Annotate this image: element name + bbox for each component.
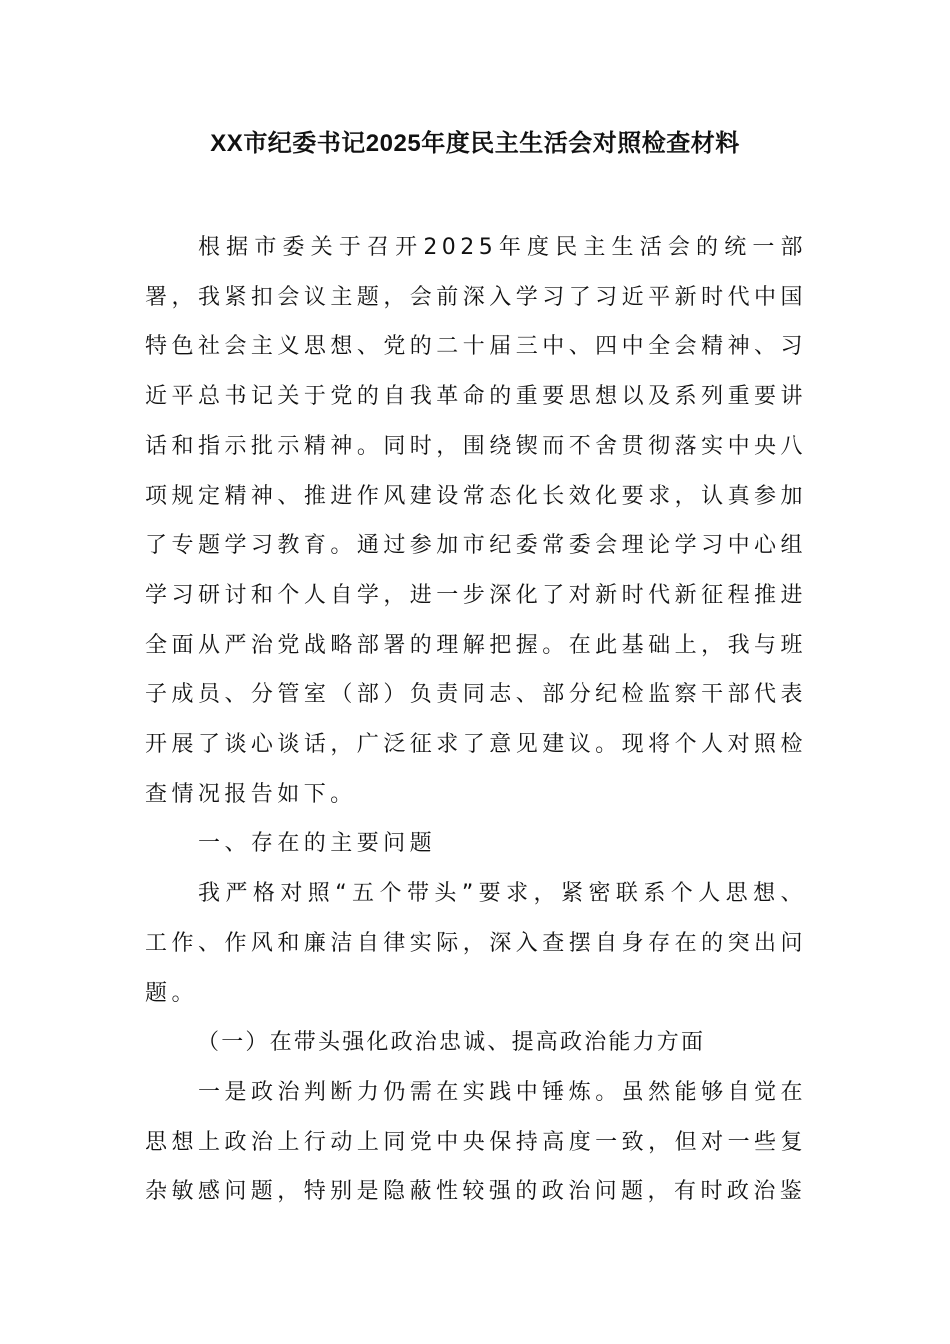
section-heading-main-problems: 一、存在的主要问题 bbox=[198, 831, 437, 857]
section-intro-paragraph: 我严格对照“五个带头”要求，紧密联系个人思想、工作、作风和廉洁自律实际，深入查摆自身存在的突出问题。 bbox=[145, 881, 807, 1006]
point-one-paragraph: 一是政治判断力仍需在实践中锤炼。虽然能够自觉在思想上政治上行动上同党中央保持高度一致，但对一些复杂敏感问题，特别是隐蔽性较强的政治问题，有时政治鉴 bbox=[145, 1079, 807, 1205]
document-title: XX市纪委书记2025年度民主生活会对照检查材料 bbox=[210, 130, 740, 157]
document-body bbox=[145, 223, 807, 1217]
intro-paragraph: 根据市委关于召开2025年度民主生活会的统一部署，我紧扣会议主题，会前深入学习了习近平新时代中国特色社会主义思想、党的二十届三中、四中全会精神、习近平总书记关于党的自我革命的重要思想以及系列重要讲话和指示批示精神。同时，围绕锲而不舍贯彻落实中央八项规定精神、推进作风建设常态化长效化要求，认真参加了专题学习教育。通过参加市纪委常委会理论学习中心组学习研讨和个人自学，进一步深化了对新时代新征程推进全面从严治党战略部署的理解把握。在此基础上，我与班子成员、分管室（部）负责同志、部分纪检监察干部代表开展了谈心谈话，广泛征求了意见建议。现将个人对照检查情况报告如下。 bbox=[145, 235, 807, 807]
subsection-heading-political-loyalty: （一）在带头强化政治忠诚、提高政治能力方面 bbox=[197, 1030, 706, 1056]
